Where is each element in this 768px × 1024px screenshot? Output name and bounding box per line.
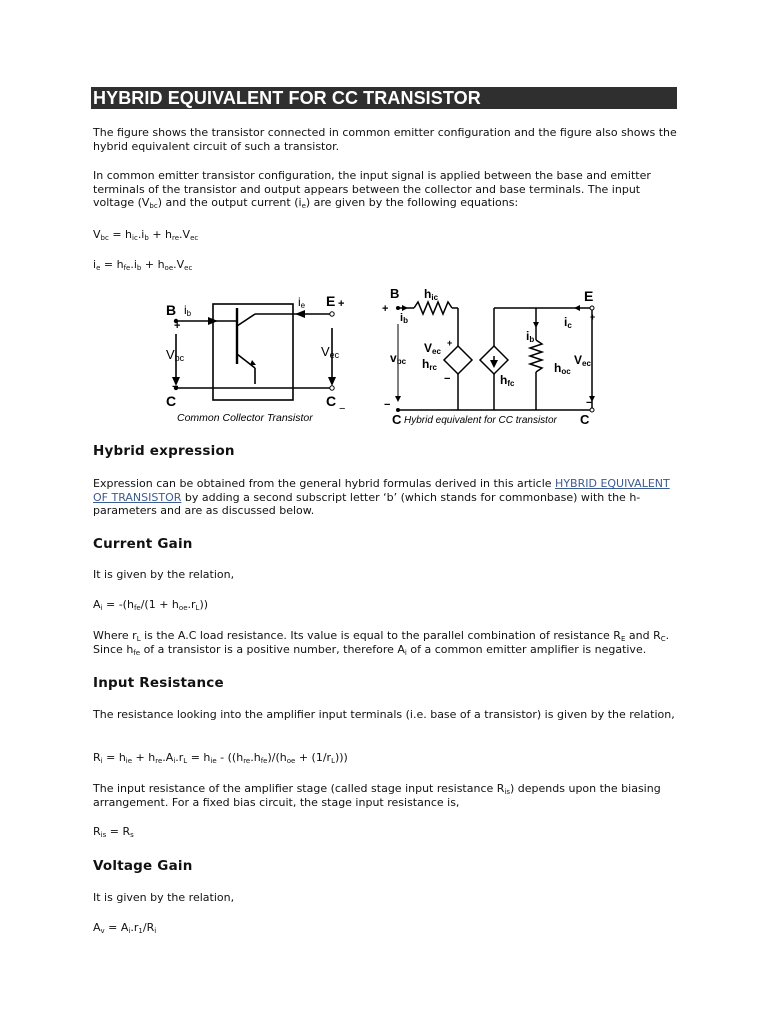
voltage-gain-relation: It is given by the relation, [93,891,235,904]
equation-ie: $i_e = h_{fe}.i_b + h_{oe}.V_{ec}$ [93,258,193,272]
stage-paragraph: The input resistance of the amplifier stage (called stage input resistance $R_{is}$) depends upon the biasing arrangement. For a fixed bias circuit, the stage input resistance is, [93,782,661,809]
figure-caption-left: Common Collector Transistor [177,412,313,424]
label-ib: ib [184,303,192,318]
label-plus-b: + [382,303,389,315]
label-ib-branch: ib [526,329,535,344]
label-c-right: C [326,393,337,409]
label-vec-source: Vec [424,341,441,356]
label-hic: hic [424,287,439,302]
label-hfc: hfc [500,373,515,388]
label-plus-e: + [590,312,596,322]
label-minus-right-right: − [586,397,593,409]
equation-ri: $R_i = h_{ie} + h_{re}.A_i.r_L = h_{ie} - ((h_{re}.h_{fe})/(h_{oe} + (1/r_L)))$ [93,751,348,765]
configuration-paragraph: In common emitter transistor configuration, the input signal is applied between the base and emitter terminals of the transistor and output appears between the collector and base terminals. The input voltage $(V_{bc})$ and the output current $(i_e)$ are given by the following equations: [93,169,651,210]
page-title: HYBRID EQUIVALENT FOR CC TRANSISTOR [93,88,481,108]
label-plus-source: + [447,338,453,348]
equation-ris: $R_{is} = R_s$ [93,825,134,839]
equation-vbc: $V_{bc} = h_{ic}.i_b + h_{re}.V_{ec}$ [93,228,199,242]
label-ic: ic [564,315,572,330]
label-c-left: C [166,393,177,409]
hybrid-paragraph: Expression can be obtained from the general hybrid formulas derived in this article HYBRID EQUIVALENT OF TRANSISTOR by adding a second subscript letter ‘b’ (which stands for commonbase) with the h-parameters and are as discussed below. [93,477,670,517]
label-b-right: B [390,286,400,301]
label-minus-left: − [172,381,179,393]
label-c-right-right: C [580,412,590,427]
label-ib-right: ib [400,312,408,325]
label-ie: ie [298,295,306,310]
intro-paragraph: The figure shows the transistor connected in common emitter configuration and the figure also shows the hybrid equivalent circuit of such a transistor. [93,126,677,153]
hybrid-equivalent-figure [378,284,608,430]
label-minus-left-right: − [384,399,391,411]
heading-hybrid-expression: Hybrid expression [93,443,235,459]
figure-caption-right: Hybrid equivalent for CC transistor [404,415,557,426]
label-minus-source: − [444,373,451,385]
label-hrc: hrc [422,357,437,372]
label-vbc-right: vbc [390,351,407,366]
equation-ai: $A_i = -(h_{fe}/(1 + h_{oe}.r_L))$ [93,598,209,612]
label-b: B [166,302,177,318]
label-e: E [326,293,336,309]
heading-input-resistance: Input Resistance [93,675,224,691]
label-vec-right: Vec [574,353,591,368]
label-vec: Vec [321,344,340,360]
hybrid-equivalent-link[interactable]: HYBRID EQUIVALENT OF TRANSISTOR [93,477,670,504]
label-plus-top-right: + [338,298,345,310]
input-paragraph: The resistance looking into the amplifier input terminals (i.e. base of a transistor) is given by the relation, [93,708,675,721]
where-paragraph: Where $r_L$ is the A.C load resistance. Its value is equal to the parallel combination of resistance $R_E$ and $R_C$. Since $h_{fe}$ of a transistor is a positive number, therefore $A_i$ of a common emitter amplifier is negative. [93,629,670,657]
label-minus-right: − [339,403,346,415]
label-plus-left: + [174,320,181,332]
equation-av: $A_v = A_i.r_1/R_i$ [93,921,157,935]
common-collector-transistor-figure [160,286,360,428]
label-e-right: E [584,288,594,304]
heading-voltage-gain: Voltage Gain [93,858,193,874]
label-hoc: hoc [554,361,571,376]
label-c-left-right: C [392,412,402,427]
current-gain-relation: It is given by the relation, [93,568,235,581]
heading-current-gain: Current Gain [93,536,193,552]
label-vbc: Vbc [166,347,185,363]
